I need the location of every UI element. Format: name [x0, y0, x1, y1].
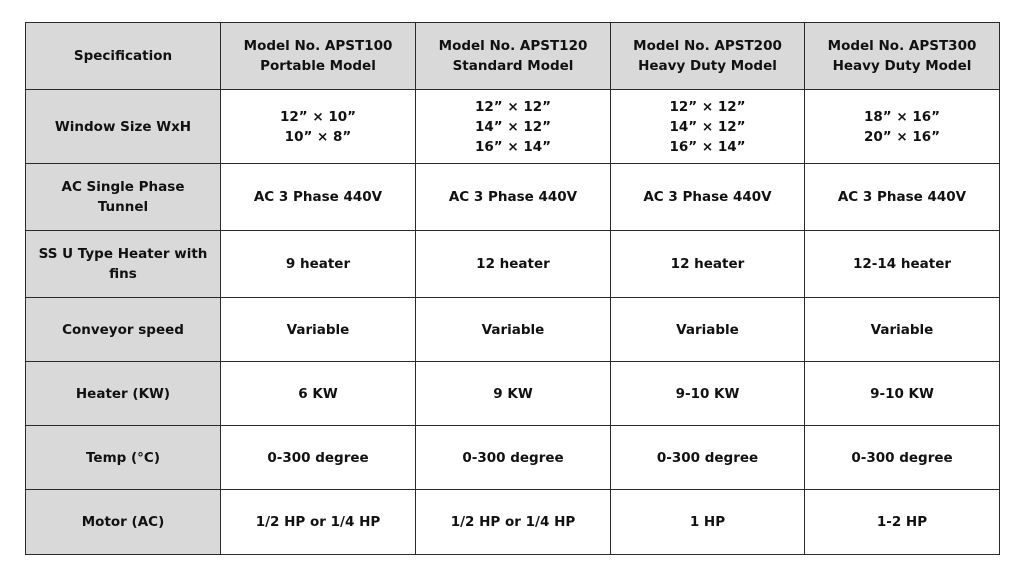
- header-row: [26, 23, 1000, 90]
- table-cell: 12 heater: [416, 231, 611, 298]
- table-row: [26, 362, 1000, 426]
- table-row: [26, 90, 1000, 164]
- table-cell: Variable: [221, 298, 416, 362]
- table-cell: 9-10 KW: [805, 362, 1000, 426]
- header-model-apst100: [221, 23, 416, 90]
- table-cell: AC 3 Phase 440V: [805, 164, 1000, 231]
- table-row: [26, 298, 1000, 362]
- cell-line: 10” × 8”: [284, 128, 352, 145]
- table-row: [26, 426, 1000, 490]
- table-cell: Variable: [416, 298, 611, 362]
- table-cell: [221, 90, 416, 164]
- table-cell: AC 3 Phase 440V: [416, 164, 611, 231]
- cell-line: 20” × 16”: [863, 128, 941, 145]
- model-number: Model No. APST100: [243, 38, 393, 54]
- header-specification: Specification: [26, 23, 221, 90]
- header-model-apst200: [611, 23, 805, 90]
- model-type: Standard Model: [452, 58, 574, 74]
- header-model-apst300: [805, 23, 1000, 90]
- table-cell: [416, 90, 611, 164]
- row-label: AC Single Phase Tunnel: [26, 164, 221, 231]
- cell-line: 14” × 12”: [669, 118, 746, 135]
- cell-line: 14” × 12”: [474, 118, 552, 135]
- table-cell: Variable: [805, 298, 1000, 362]
- cell-line: 18” × 16”: [863, 108, 941, 125]
- model-number: Model No. APST120: [438, 38, 588, 54]
- table-cell: 0-300 degree: [611, 426, 805, 490]
- row-label: SS U Type Heater with fins: [26, 231, 221, 298]
- table-cell: 6 KW: [221, 362, 416, 426]
- table-row: [26, 490, 1000, 555]
- table-cell: 9 heater: [221, 231, 416, 298]
- table-cell: [611, 90, 805, 164]
- table-cell: 1/2 HP or 1/4 HP: [221, 490, 416, 555]
- cell-line: 12” × 12”: [474, 98, 552, 115]
- table-cell: 0-300 degree: [221, 426, 416, 490]
- table-cell: [805, 90, 1000, 164]
- table-cell: 0-300 degree: [416, 426, 611, 490]
- table-cell: 0-300 degree: [805, 426, 1000, 490]
- row-label: Conveyor speed: [26, 298, 221, 362]
- table-row: [26, 164, 1000, 231]
- table-row: [26, 231, 1000, 298]
- specification-table: [25, 22, 1000, 555]
- cell-line: 12” × 12”: [669, 98, 746, 115]
- model-number: Model No. APST300: [827, 38, 977, 54]
- row-label: Heater (KW): [26, 362, 221, 426]
- table-cell: 1/2 HP or 1/4 HP: [416, 490, 611, 555]
- cell-line: 16” × 14”: [669, 138, 746, 155]
- table-cell: 12-14 heater: [805, 231, 1000, 298]
- cell-line: 16” × 14”: [474, 138, 552, 155]
- row-label: Temp (°C): [26, 426, 221, 490]
- row-label: Motor (AC): [26, 490, 221, 555]
- cell-line: 12” × 10”: [279, 108, 357, 125]
- table-cell: AC 3 Phase 440V: [611, 164, 805, 231]
- table-cell: 9 KW: [416, 362, 611, 426]
- table-cell: 12 heater: [611, 231, 805, 298]
- table-cell: AC 3 Phase 440V: [221, 164, 416, 231]
- table-cell: Variable: [611, 298, 805, 362]
- header-model-apst120: [416, 23, 611, 90]
- row-label: Window Size WxH: [26, 90, 221, 164]
- table-cell: 9-10 KW: [611, 362, 805, 426]
- table-cell: 1-2 HP: [805, 490, 1000, 555]
- model-number: Model No. APST200: [633, 38, 782, 54]
- table-cell: 1 HP: [611, 490, 805, 555]
- model-type: Heavy Duty Model: [832, 58, 972, 74]
- model-type: Portable Model: [260, 58, 376, 74]
- model-type: Heavy Duty Model: [638, 58, 777, 74]
